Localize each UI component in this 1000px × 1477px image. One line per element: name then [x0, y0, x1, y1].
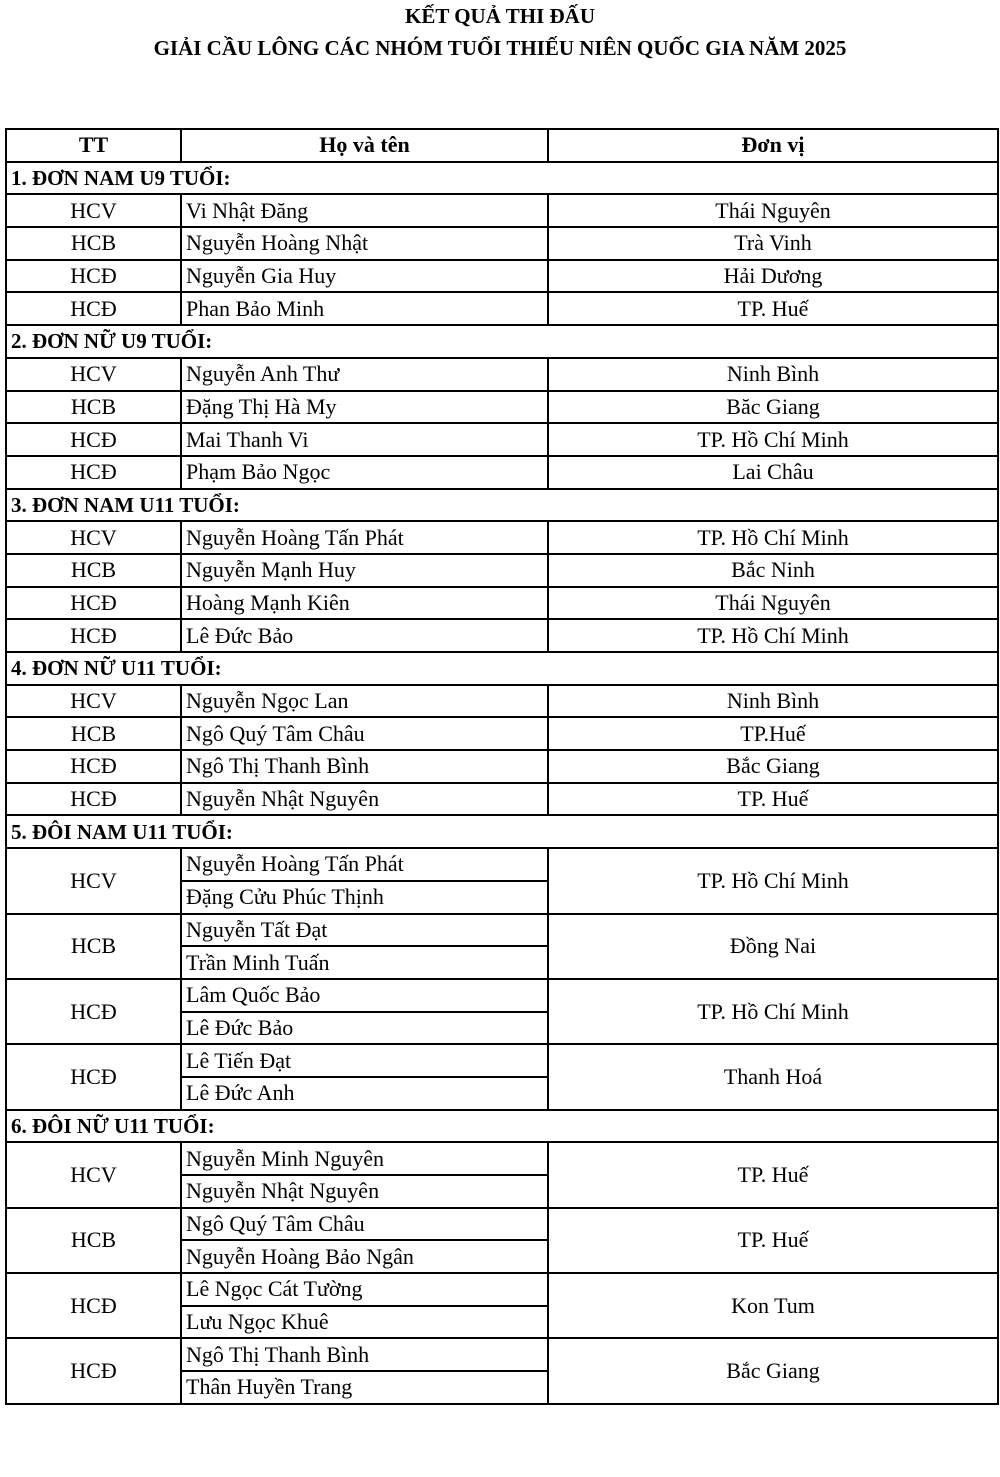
medal-cell: HCĐ: [6, 750, 181, 783]
table-row: [6, 717, 998, 750]
unit-cell: TP. Huế: [548, 1208, 998, 1273]
table-row: [6, 685, 998, 718]
athlete-name-cell: Đặng Thị Hà My: [181, 391, 548, 424]
table-row: [6, 391, 998, 424]
table-row: [6, 1208, 998, 1241]
section-row: [6, 325, 998, 358]
section-title: 1. ĐƠN NAM U9 TUỔI:: [6, 162, 998, 195]
medal-cell: HCĐ: [6, 783, 181, 816]
unit-cell: Đồng Nai: [548, 914, 998, 979]
table-row: [6, 227, 998, 260]
unit-cell: Thái Nguyên: [548, 194, 998, 227]
medal-cell: HCĐ: [6, 979, 181, 1044]
table-row: [6, 1142, 998, 1175]
medal-cell: HCV: [6, 685, 181, 718]
athlete-name-cell: Lâm Quốc Bảo: [181, 979, 548, 1012]
medal-cell: HCĐ: [6, 292, 181, 325]
unit-cell: TP. Hồ Chí Minh: [548, 423, 998, 456]
unit-cell: TP. Hồ Chí Minh: [548, 619, 998, 652]
column-header-rank: TT: [6, 129, 181, 162]
athlete-name-cell: Đặng Cửu Phúc Thịnh: [181, 881, 548, 914]
section-row: [6, 815, 998, 848]
results-table: [5, 128, 999, 1405]
document-subtitle: GIẢI CẦU LÔNG CÁC NHÓM TUỔI THIẾU NIÊN QUỐC GIA NĂM 2025: [153, 36, 847, 60]
medal-cell: HCĐ: [6, 587, 181, 620]
unit-cell: Hải Dương: [548, 260, 998, 293]
athlete-name-cell: Lê Tiến Đạt: [181, 1044, 548, 1077]
athlete-name-cell: Lê Ngọc Cát Tường: [181, 1273, 548, 1306]
medal-cell: HCB: [6, 717, 181, 750]
athlete-name-cell: Nguyễn Hoàng Tấn Phát: [181, 521, 548, 554]
athlete-name-cell: Lưu Ngọc Khuê: [181, 1306, 548, 1339]
medal-cell: HCV: [6, 1142, 181, 1207]
unit-cell: TP. Huế: [548, 783, 998, 816]
medal-cell: HCV: [6, 521, 181, 554]
medal-cell: HCV: [6, 848, 181, 913]
athlete-name-cell: Mai Thanh Vi: [181, 423, 548, 456]
table-row: [6, 914, 998, 947]
medal-cell: HCB: [6, 1208, 181, 1273]
unit-cell: Trà Vinh: [548, 227, 998, 260]
athlete-name-cell: Ngô Thị Thanh Bình: [181, 1338, 548, 1371]
athlete-name-cell: Ngô Quý Tâm Châu: [181, 1208, 548, 1241]
athlete-name-cell: Phan Bảo Minh: [181, 292, 548, 325]
table-row: [6, 979, 998, 1012]
athlete-name-cell: Nguyễn Nhật Nguyên: [181, 1175, 548, 1208]
athlete-name-cell: Ngô Thị Thanh Bình: [181, 750, 548, 783]
athlete-name-cell: Nguyễn Anh Thư: [181, 358, 548, 391]
section-row: [6, 489, 998, 522]
athlete-name-cell: Nguyễn Hoàng Bảo Ngân: [181, 1240, 548, 1273]
section-title: 3. ĐƠN NAM U11 TUỔI:: [6, 489, 998, 522]
table-row: [6, 456, 998, 489]
section-row: [6, 652, 998, 685]
results-table-body: [6, 129, 998, 1404]
medal-cell: HCĐ: [6, 1044, 181, 1109]
athlete-name-cell: Lê Đức Anh: [181, 1077, 548, 1110]
medal-cell: HCV: [6, 194, 181, 227]
medal-cell: HCĐ: [6, 423, 181, 456]
section-title: 6. ĐÔI NỮ U11 TUỔI:: [6, 1110, 998, 1143]
table-row: [6, 194, 998, 227]
medal-cell: HCĐ: [6, 1273, 181, 1338]
section-title: 5. ĐÔI NAM U11 TUỔI:: [6, 815, 998, 848]
athlete-name-cell: Nguyễn Nhật Nguyên: [181, 783, 548, 816]
section-row: [6, 1110, 998, 1143]
athlete-name-cell: Vi Nhật Đăng: [181, 194, 548, 227]
athlete-name-cell: Thân Huyền Trang: [181, 1371, 548, 1404]
athlete-name-cell: Nguyễn Minh Nguyên: [181, 1142, 548, 1175]
table-row: [6, 848, 998, 881]
table-row: [6, 1338, 998, 1371]
unit-cell: Băc Giang: [548, 391, 998, 424]
unit-cell: TP. Hồ Chí Minh: [548, 848, 998, 913]
section-title: 2. ĐƠN NỮ U9 TUỔI:: [6, 325, 998, 358]
unit-cell: TP. Hồ Chí Minh: [548, 979, 998, 1044]
unit-cell: Bắc Giang: [548, 1338, 998, 1403]
unit-cell: Ninh Bình: [548, 358, 998, 391]
table-row: [6, 1044, 998, 1077]
medal-cell: HCB: [6, 391, 181, 424]
medal-cell: HCĐ: [6, 456, 181, 489]
table-row: [6, 521, 998, 554]
athlete-name-cell: Nguyễn Hoàng Nhật: [181, 227, 548, 260]
unit-cell: TP. Huế: [548, 292, 998, 325]
athlete-name-cell: Trần Minh Tuấn: [181, 946, 548, 979]
table-row: [6, 1273, 998, 1306]
table-row: [6, 423, 998, 456]
medal-cell: HCB: [6, 227, 181, 260]
table-row: [6, 783, 998, 816]
table-row: [6, 619, 998, 652]
table-row: [6, 750, 998, 783]
medal-cell: HCB: [6, 914, 181, 979]
unit-cell: TP. Huế: [548, 1142, 998, 1207]
unit-cell: TP.Huế: [548, 717, 998, 750]
athlete-name-cell: Nguyễn Hoàng Tấn Phát: [181, 848, 548, 881]
unit-cell: Ninh Bình: [548, 685, 998, 718]
unit-cell: Thái Nguyên: [548, 587, 998, 620]
medal-cell: HCĐ: [6, 260, 181, 293]
table-row: [6, 554, 998, 587]
table-row: [6, 292, 998, 325]
table-row: [6, 260, 998, 293]
unit-cell: Thanh Hoá: [548, 1044, 998, 1109]
unit-cell: Bắc Giang: [548, 750, 998, 783]
column-header-unit: Đơn vị: [548, 129, 998, 162]
document-title: KẾT QUẢ THI ĐẤU: [404, 4, 595, 28]
medal-cell: HCB: [6, 554, 181, 587]
athlete-name-cell: Phạm Bảo Ngọc: [181, 456, 548, 489]
unit-cell: TP. Hồ Chí Minh: [548, 521, 998, 554]
athlete-name-cell: Lê Đức Bảo: [181, 1012, 548, 1045]
table-header-row: [6, 129, 998, 162]
athlete-name-cell: Nguyễn Mạnh Huy: [181, 554, 548, 587]
table-row: [6, 358, 998, 391]
athlete-name-cell: Ngô Quý Tâm Châu: [181, 717, 548, 750]
athlete-name-cell: Nguyễn Gia Huy: [181, 260, 548, 293]
unit-cell: Kon Tum: [548, 1273, 998, 1338]
section-row: [6, 162, 998, 195]
medal-cell: HCV: [6, 358, 181, 391]
column-header-name: Họ và tên: [181, 129, 548, 162]
section-title: 4. ĐƠN NỮ U11 TUỔI:: [6, 652, 998, 685]
athlete-name-cell: Nguyễn Tất Đạt: [181, 914, 548, 947]
athlete-name-cell: Nguyễn Ngọc Lan: [181, 685, 548, 718]
athlete-name-cell: Hoàng Mạnh Kiên: [181, 587, 548, 620]
unit-cell: Lai Châu: [548, 456, 998, 489]
athlete-name-cell: Lê Đức Bảo: [181, 619, 548, 652]
medal-cell: HCĐ: [6, 1338, 181, 1403]
medal-cell: HCĐ: [6, 619, 181, 652]
unit-cell: Bắc Ninh: [548, 554, 998, 587]
table-row: [6, 587, 998, 620]
